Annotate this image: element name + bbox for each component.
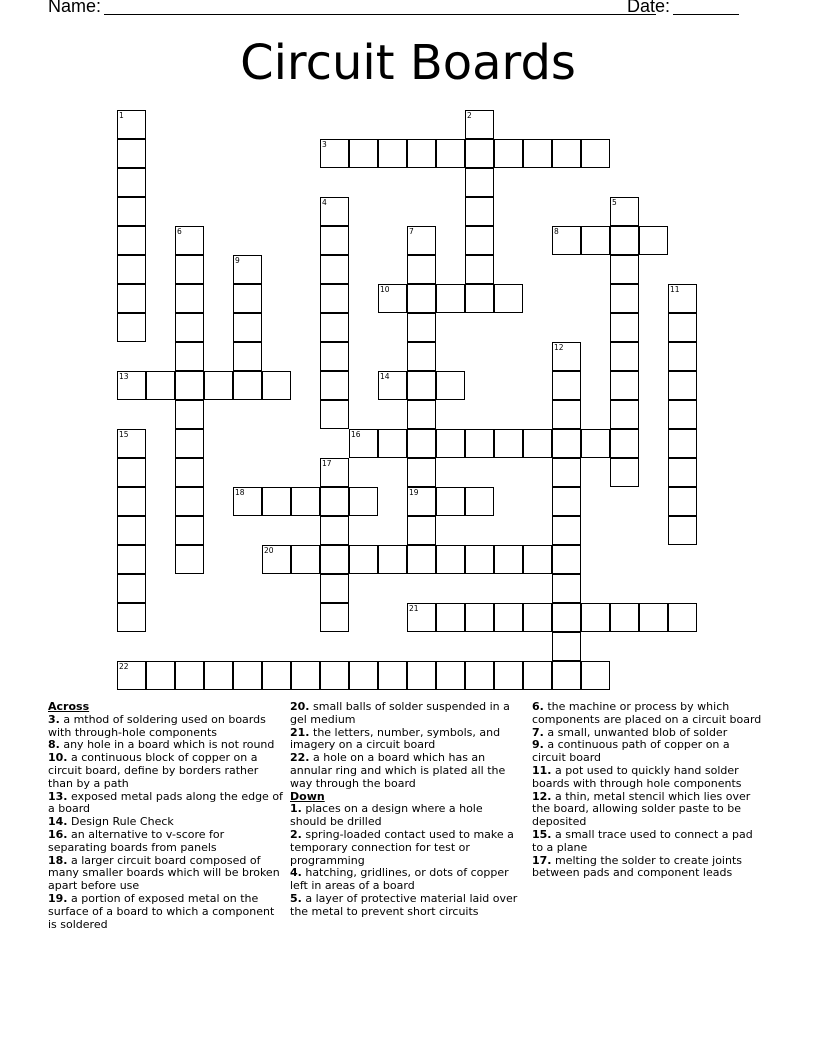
grid-cell[interactable] <box>407 313 436 342</box>
clue-down-4: 4. hatching, gridlines, or dots of copper left in areas of a board <box>290 866 509 893</box>
clues-column-2 <box>290 701 522 919</box>
grid-cell[interactable] <box>610 255 639 284</box>
grid-cell[interactable] <box>668 371 697 400</box>
clue-number: 13 <box>119 372 129 381</box>
grid-cell[interactable] <box>581 226 610 255</box>
grid-cell[interactable] <box>320 284 349 313</box>
clue-number: 2 <box>467 111 472 120</box>
grid-cell[interactable] <box>117 487 146 516</box>
grid-cell[interactable] <box>436 661 465 690</box>
grid-cell[interactable] <box>465 429 494 458</box>
grid-cell[interactable] <box>581 139 610 168</box>
clues-column-1 <box>48 701 285 931</box>
down-heading: Down <box>290 789 325 803</box>
grid-cell[interactable] <box>494 545 523 574</box>
grid-cell[interactable] <box>494 603 523 632</box>
clue-across-10: 10. a continuous block of copper on a circuit board, define by borders rather than by a path <box>48 751 259 790</box>
grid-cell[interactable] <box>494 139 523 168</box>
grid-cell[interactable] <box>581 429 610 458</box>
grid-cell[interactable] <box>175 661 204 690</box>
grid-cell[interactable] <box>407 487 436 516</box>
grid-cell[interactable] <box>378 545 407 574</box>
grid-cell[interactable] <box>349 429 378 458</box>
grid-cell[interactable] <box>349 545 378 574</box>
grid-cell[interactable] <box>668 458 697 487</box>
grid-cell[interactable] <box>610 313 639 342</box>
grid-cell[interactable] <box>262 545 291 574</box>
grid-cell[interactable] <box>668 342 697 371</box>
grid-cell[interactable] <box>407 284 436 313</box>
grid-cell[interactable] <box>494 284 523 313</box>
grid-cell[interactable] <box>320 603 349 632</box>
grid-cell[interactable] <box>465 545 494 574</box>
grid-cell[interactable] <box>436 139 465 168</box>
clue-number: 10 <box>380 285 390 294</box>
grid-cell[interactable] <box>610 603 639 632</box>
clue-number: 17 <box>322 459 332 468</box>
grid-cell[interactable] <box>320 139 349 168</box>
grid-cell[interactable] <box>407 226 436 255</box>
grid-cell[interactable] <box>378 371 407 400</box>
grid-cell[interactable] <box>465 139 494 168</box>
clue-number: 8 <box>554 227 559 236</box>
grid-cell[interactable] <box>117 226 146 255</box>
grid-cell[interactable] <box>407 516 436 545</box>
grid-cell[interactable] <box>436 371 465 400</box>
grid-cell[interactable] <box>320 371 349 400</box>
grid-cell[interactable] <box>320 342 349 371</box>
grid-cell[interactable] <box>552 487 581 516</box>
clue-across-13: 13. exposed metal pads along the edge of a board <box>48 789 283 816</box>
clue-down-11: 11. a pot used to quickly hand solder boards with through hole components <box>532 763 742 790</box>
clue-number: 1 <box>119 111 124 120</box>
grid-cell[interactable] <box>552 516 581 545</box>
grid-cell[interactable] <box>465 284 494 313</box>
clue-number: 7 <box>409 227 414 236</box>
grid-cell[interactable] <box>146 661 175 690</box>
grid-cell[interactable] <box>378 139 407 168</box>
grid-cell[interactable] <box>117 429 146 458</box>
grid-cell[interactable] <box>117 516 146 545</box>
grid-cell[interactable] <box>552 342 581 371</box>
clue-across-20: 20. small balls of solder suspended in a gel medium <box>290 700 510 726</box>
grid-cell[interactable] <box>465 197 494 226</box>
grid-cell[interactable] <box>465 603 494 632</box>
grid-cell[interactable] <box>320 226 349 255</box>
grid-cell[interactable] <box>610 342 639 371</box>
grid-cell[interactable] <box>117 603 146 632</box>
grid-cell[interactable] <box>175 226 204 255</box>
grid-cell[interactable] <box>262 487 291 516</box>
grid-cell[interactable] <box>436 603 465 632</box>
grid-cell[interactable] <box>320 487 349 516</box>
grid-cell[interactable] <box>117 545 146 574</box>
grid-cell[interactable] <box>320 545 349 574</box>
grid-cell[interactable] <box>320 661 349 690</box>
grid-cell[interactable] <box>349 139 378 168</box>
grid-cell[interactable] <box>610 400 639 429</box>
puzzle-title: Circuit Boards <box>240 35 576 91</box>
grid-cell[interactable] <box>204 371 233 400</box>
clue-number: 21 <box>409 604 419 613</box>
grid-cell[interactable] <box>175 545 204 574</box>
grid-cell[interactable] <box>668 313 697 342</box>
grid-cell[interactable] <box>552 603 581 632</box>
grid-cell[interactable] <box>349 661 378 690</box>
grid-cell[interactable] <box>233 371 262 400</box>
grid-cell[interactable] <box>262 661 291 690</box>
grid-cell[interactable] <box>291 661 320 690</box>
grid-cell[interactable] <box>552 458 581 487</box>
grid-cell[interactable] <box>378 284 407 313</box>
grid-cell[interactable] <box>668 516 697 545</box>
grid-cell[interactable] <box>552 371 581 400</box>
grid-cell[interactable] <box>610 284 639 313</box>
grid-cell[interactable] <box>523 661 552 690</box>
clue-number: 20 <box>264 546 274 555</box>
clue-number: 14 <box>380 372 390 381</box>
grid-cell[interactable] <box>117 168 146 197</box>
grid-cell[interactable] <box>552 226 581 255</box>
clue-number: 5 <box>612 198 617 207</box>
grid-cell[interactable] <box>465 110 494 139</box>
grid-cell[interactable] <box>407 545 436 574</box>
grid-cell[interactable] <box>668 603 697 632</box>
grid-cell[interactable] <box>465 226 494 255</box>
clue-down-15: 15. a small trace used to connect a pad to a plane <box>532 827 753 854</box>
grid-cell[interactable] <box>465 168 494 197</box>
grid-cell[interactable] <box>233 661 262 690</box>
grid-cell[interactable] <box>233 313 262 342</box>
grid-cell[interactable] <box>320 400 349 429</box>
grid-cell[interactable] <box>494 429 523 458</box>
grid-cell[interactable] <box>117 284 146 313</box>
grid-cell[interactable] <box>407 429 436 458</box>
grid-cell[interactable] <box>175 400 204 429</box>
grid-cell[interactable] <box>117 371 146 400</box>
grid-cell[interactable] <box>407 371 436 400</box>
grid-cell[interactable] <box>494 661 523 690</box>
grid-cell[interactable] <box>552 574 581 603</box>
grid-cell[interactable] <box>552 632 581 661</box>
grid-cell[interactable] <box>262 371 291 400</box>
clue-number: 16 <box>351 430 361 439</box>
grid-cell[interactable] <box>552 545 581 574</box>
grid-cell[interactable] <box>320 574 349 603</box>
clues-column-3 <box>532 701 764 880</box>
grid-cell[interactable] <box>175 458 204 487</box>
clue-down-1: 1. places on a design where a hole should be drilled <box>290 802 483 829</box>
clue-down-9: 9. a continuous path of copper on a circuit board <box>532 738 730 765</box>
grid-cell[interactable] <box>552 429 581 458</box>
clue-down-17: 17. melting the solder to create joints between pads and component leads <box>532 853 743 880</box>
grid-cell[interactable] <box>378 661 407 690</box>
grid-cell[interactable] <box>436 487 465 516</box>
clue-down-6: 6. the machine or process by which components are placed on a circuit board <box>532 700 762 726</box>
grid-cell[interactable] <box>436 284 465 313</box>
grid-cell[interactable] <box>523 429 552 458</box>
name-label: Name: <box>48 0 102 16</box>
clue-number: 6 <box>177 227 182 236</box>
grid-cell[interactable] <box>175 284 204 313</box>
grid-cell[interactable] <box>523 603 552 632</box>
grid-cell[interactable] <box>349 487 378 516</box>
grid-cell[interactable] <box>552 400 581 429</box>
clue-number: 4 <box>322 198 327 207</box>
grid-cell[interactable] <box>523 545 552 574</box>
grid-cell[interactable] <box>610 371 639 400</box>
grid-cell[interactable] <box>407 603 436 632</box>
grid-cell[interactable] <box>117 110 146 139</box>
grid-cell[interactable] <box>117 197 146 226</box>
grid-cell[interactable] <box>407 342 436 371</box>
clue-number: 9 <box>235 256 240 265</box>
grid-cell[interactable] <box>407 139 436 168</box>
grid-cell[interactable] <box>117 574 146 603</box>
grid-cell[interactable] <box>610 429 639 458</box>
grid-cell[interactable] <box>320 458 349 487</box>
clue-number: 11 <box>670 285 680 294</box>
grid-cell[interactable] <box>465 255 494 284</box>
across-heading: Across <box>48 700 90 713</box>
date-label: Date: <box>627 0 671 16</box>
grid-cell[interactable] <box>117 139 146 168</box>
clue-across-14: 14. Design Rule Check <box>48 815 174 829</box>
grid-cell[interactable] <box>175 487 204 516</box>
clue-number: 22 <box>119 662 129 671</box>
clue-across-22: 22. a hole on a board which has an annular ring and which is plated all the way through the board <box>290 751 506 790</box>
grid-cell[interactable] <box>581 661 610 690</box>
clue-number: 15 <box>119 430 129 439</box>
grid-cell[interactable] <box>233 255 262 284</box>
grid-cell[interactable] <box>175 255 204 284</box>
grid-cell[interactable] <box>668 429 697 458</box>
grid-cell[interactable] <box>639 603 668 632</box>
grid-cell[interactable] <box>233 487 262 516</box>
grid-cell[interactable] <box>552 139 581 168</box>
clue-down-7: 7. a small, unwanted blob of solder <box>532 725 728 739</box>
grid-cell[interactable] <box>320 255 349 284</box>
grid-cell[interactable] <box>552 661 581 690</box>
grid-cell[interactable] <box>465 661 494 690</box>
clue-down-12: 12. a thin, metal stencil which lies over the board, allowing solder paste to be deposited <box>532 789 751 829</box>
grid-cell[interactable] <box>436 545 465 574</box>
grid-cell[interactable] <box>117 661 146 690</box>
grid-cell[interactable] <box>117 313 146 342</box>
grid-cell[interactable] <box>291 487 320 516</box>
clue-down-5: 5. a layer of protective material laid over the metal to prevent short circuits <box>290 891 518 918</box>
grid-cell[interactable] <box>175 342 204 371</box>
clue-across-3: 3. a mthod of soldering used on boards with through-hole components <box>48 712 266 739</box>
grid-cell[interactable] <box>320 516 349 545</box>
clue-across-16: 16. an alternative to v-score for separating boards from panels <box>48 827 225 854</box>
clue-across-19: 19. a portion of exposed metal on the surface of a board to which a component is soldered <box>48 891 275 931</box>
grid-cell[interactable] <box>175 371 204 400</box>
grid-cell[interactable] <box>233 342 262 371</box>
grid-cell[interactable] <box>175 429 204 458</box>
grid-cell[interactable] <box>639 226 668 255</box>
grid-cell[interactable] <box>610 458 639 487</box>
grid-cell[interactable] <box>436 429 465 458</box>
grid-cell[interactable] <box>407 661 436 690</box>
grid-cell[interactable] <box>175 313 204 342</box>
grid-cell[interactable] <box>378 429 407 458</box>
grid-cell[interactable] <box>291 545 320 574</box>
grid-cell[interactable] <box>407 255 436 284</box>
grid-cell[interactable] <box>117 255 146 284</box>
grid-cell[interactable] <box>320 313 349 342</box>
grid-cell[interactable] <box>233 284 262 313</box>
grid-cell[interactable] <box>581 603 610 632</box>
grid-cell[interactable] <box>523 139 552 168</box>
grid-cell[interactable] <box>146 371 175 400</box>
grid-cell[interactable] <box>610 226 639 255</box>
clue-number: 19 <box>409 488 419 497</box>
clue-number: 18 <box>235 488 245 497</box>
grid-cell[interactable] <box>407 400 436 429</box>
grid-cell[interactable] <box>610 197 639 226</box>
clue-across-18: 18. a larger circuit board composed of many smaller boards which will be broken apart before use <box>48 853 280 893</box>
grid-cell[interactable] <box>668 284 697 313</box>
clue-across-8: 8. any hole in a board which is not round <box>48 738 275 752</box>
grid-cell[interactable] <box>117 458 146 487</box>
clue-number: 3 <box>322 140 327 149</box>
grid-cell[interactable] <box>320 197 349 226</box>
grid-cell[interactable] <box>465 487 494 516</box>
grid-cell[interactable] <box>668 487 697 516</box>
clue-number: 12 <box>554 343 564 352</box>
grid-cell[interactable] <box>204 661 233 690</box>
grid-cell[interactable] <box>668 400 697 429</box>
grid-cell[interactable] <box>175 516 204 545</box>
grid-cell[interactable] <box>407 458 436 487</box>
clue-across-21: 21. the letters, number, symbols, and imagery on a circuit board <box>290 725 501 752</box>
clue-down-2: 2. spring-loaded contact used to make a temporary connection for test or programming <box>290 827 514 867</box>
